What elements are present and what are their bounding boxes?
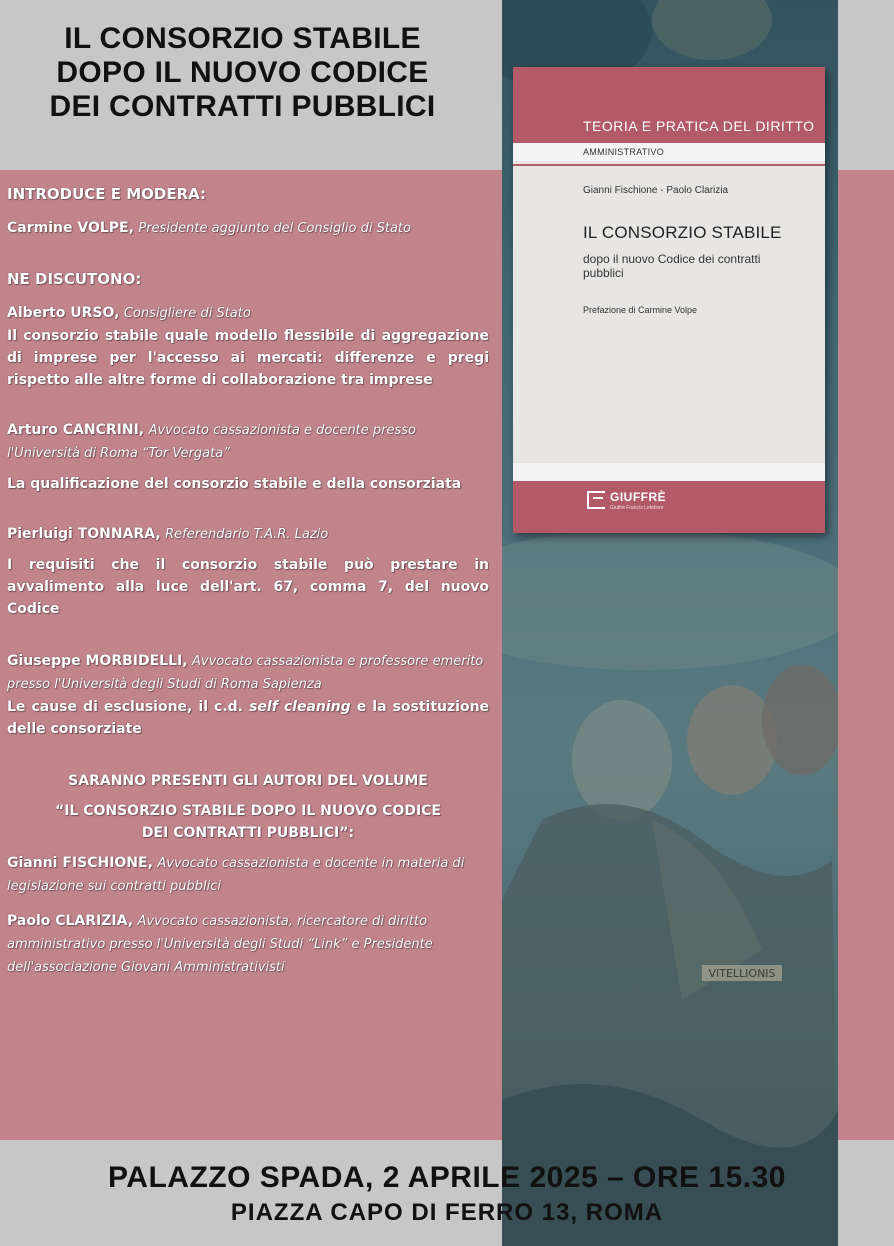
speaker-role: Consigliere di Stato — [123, 306, 251, 321]
program — [7, 183, 489, 979]
talk-part: e la sostituzione delle consorziate — [7, 699, 490, 737]
page-title — [0, 22, 485, 124]
speaker-role: Avvocato cassazionista e docente presso l'Università di Roma “Tor Vergata” — [7, 423, 417, 461]
title-line-2: DOPO IL NUOVO CODICE — [56, 56, 429, 89]
book-publisher: GIUFFRÈ — [610, 490, 667, 504]
title-line-1: IL CONSORZIO STABILE — [64, 22, 421, 55]
book-divider — [513, 164, 825, 166]
authors-heading-3: DEI CONTRATTI PUBBLICI”: — [141, 825, 355, 841]
event-address: PIAZZA CAPO DI FERRO 13, ROMA — [230, 1199, 664, 1226]
moderator — [7, 217, 489, 240]
speaker-2 — [7, 419, 489, 465]
discussants-heading: NE DISCUTONO: — [7, 270, 142, 288]
book-title: IL CONSORZIO STABILE — [583, 223, 782, 242]
book-cover-bottom — [513, 481, 825, 533]
talk-italic-part: self cleaning — [249, 699, 351, 715]
author-2 — [7, 910, 489, 979]
author-name: Paolo CLARIZIA, — [7, 913, 134, 929]
book-strip — [513, 143, 825, 161]
author-role: Avvocato cassazionista, ricercatore di diritto amministrativo presso l'Università degli Studi “Link” e Presidente dell'associazione Giovani Amministrativisti — [7, 914, 433, 975]
book-bottom-strip — [513, 463, 825, 481]
speaker-talk: Il consorzio stabile quale modello flessibile di aggregazione di imprese per l'accesso ai mercati: differenze e pregi rispetto alle altre forme di collaborazione tra imprese — [7, 328, 489, 388]
publisher-logo-icon — [587, 491, 605, 509]
book-series-sub: AMMINISTRATIVO — [583, 147, 665, 157]
author-1 — [7, 852, 489, 898]
author-name: Gianni FISCHIONE, — [7, 855, 153, 871]
book-authors: Gianni Fischione - Paolo Clarizia — [583, 185, 729, 196]
speaker-name: Alberto URSO, — [7, 305, 120, 321]
book-cover — [513, 67, 825, 533]
speaker-3 — [7, 523, 489, 546]
speaker-talk: La qualificazione del consorzio stabile e della consorziata — [7, 476, 462, 492]
title-line-3: DEI CONTRATTI PUBBLICI — [49, 90, 436, 123]
book-publisher-sub: Giuffrè Francis Lefebvre — [610, 505, 664, 511]
speaker-talk: I requisiti che il consorzio stabile può prestare in avvalimento alla luce dell'art. 67, comma 7, del nuovo Codice — [7, 557, 489, 617]
introduce-heading: INTRODUCE E MODERA: — [7, 185, 207, 203]
speaker-name: Arturo CANCRINI, — [7, 422, 145, 438]
book-subtitle: dopo il nuovo Codice dei contratti pubblici — [583, 252, 761, 280]
speaker-name: Pierluigi TONNARA, — [7, 526, 161, 542]
moderator-role: Presidente aggiunto del Consiglio di Stato — [138, 221, 411, 236]
speaker-role: Referendario T.A.R. Lazio — [165, 527, 329, 542]
fresco-inscription: VITELLIONIS — [708, 967, 776, 980]
speaker-role: Avvocato cassazionista e professore emerito presso l'Università degli Studi di Roma Sapienza — [7, 654, 484, 692]
authors-heading-1: SARANNO PRESENTI GLI AUTORI DEL VOLUME — [68, 773, 428, 789]
speaker-talk — [7, 696, 489, 740]
speaker-1 — [7, 302, 489, 325]
author-role: Avvocato cassazionista e docente in materia di legislazione sui contratti pubblici — [7, 856, 465, 894]
book-series: TEORIA E PRATICA DEL DIRITTO — [583, 118, 815, 134]
authors-heading-2: “IL CONSORZIO STABILE DOPO IL NUOVO CODICE — [55, 803, 441, 819]
speaker-4 — [7, 650, 489, 696]
moderator-name: Carmine VOLPE, — [7, 220, 134, 236]
event-date-venue: PALAZZO SPADA, 2 APRILE 2025 – ORE 15.30 — [108, 1161, 786, 1194]
talk-part: Le cause di esclusione, il c.d. — [7, 699, 244, 715]
book-preface: Prefazione di Carmine Volpe — [583, 305, 698, 315]
speaker-name: Giuseppe MORBIDELLI, — [7, 653, 188, 669]
